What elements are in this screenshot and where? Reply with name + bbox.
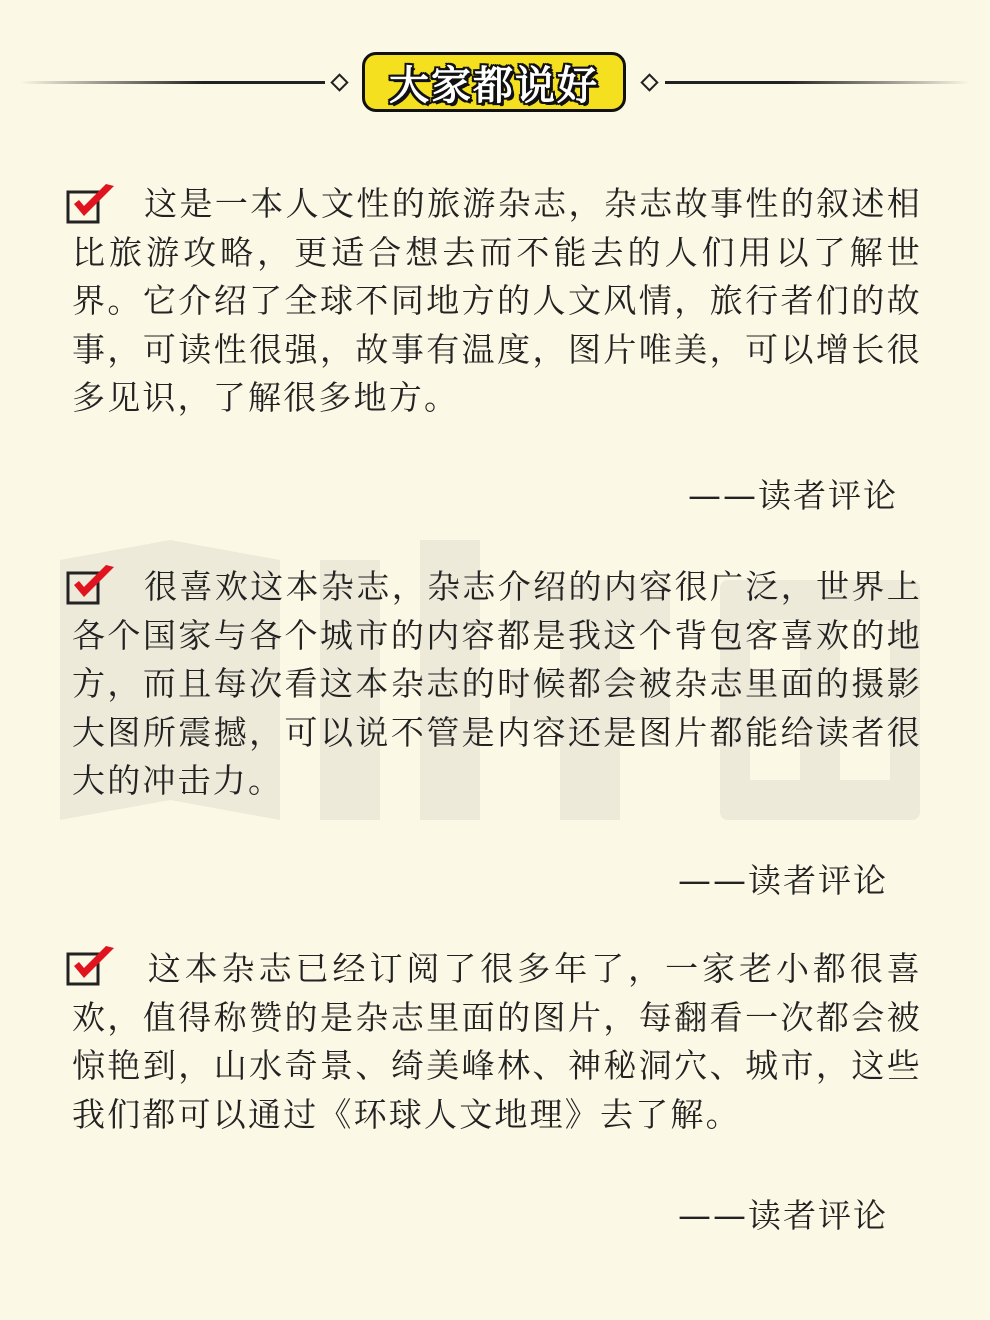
section-title-badge: 大家都说好: [362, 52, 626, 112]
review-text: 这本杂志已经订阅了很多年了，一家老小都很喜欢，值得称赞的是杂志里面的图片，每翻看一次都会被惊艳到，山水奇景、绮美峰林、神秘洞穴、城市，这些我们都可以通过《环球人文地理》去了解。: [72, 949, 922, 1134]
review-signature: ——读者评论: [678, 1196, 888, 1235]
section-header: [0, 48, 990, 118]
indent-spacer: [72, 205, 144, 215]
review-signature: ——读者评论: [688, 476, 898, 515]
review-signature: ——读者评论: [678, 861, 888, 900]
header-divider-right: [665, 81, 970, 84]
review-card-2: [72, 563, 922, 806]
review-card-1: [72, 180, 922, 423]
review-text: 这是一本人文性的旅游杂志，杂志故事性的叙述相比旅游攻略，更适合想去而不能去的人们用以了解世界。它介绍了全球不同地方的人文风情，旅行者们的故事，可读性很强，故事有温度，图片唯美，可以增长很多见识，了解很多地方。: [72, 184, 922, 417]
header-divider-left: [20, 81, 325, 84]
indent-spacer: [72, 588, 144, 598]
diamond-icon: [640, 73, 658, 91]
diamond-icon: [330, 73, 348, 91]
review-text: 很喜欢这本杂志，杂志介绍的内容很广泛，世界上各个国家与各个城市的内容都是我这个背包客喜欢的地方，而且每次看这本杂志的时候都会被杂志里面的摄影大图所震撼，可以说不管是内容还是图片都能给读者很大的冲击力。: [72, 567, 922, 800]
review-card-3: [72, 945, 922, 1139]
indent-spacer: [72, 970, 146, 980]
